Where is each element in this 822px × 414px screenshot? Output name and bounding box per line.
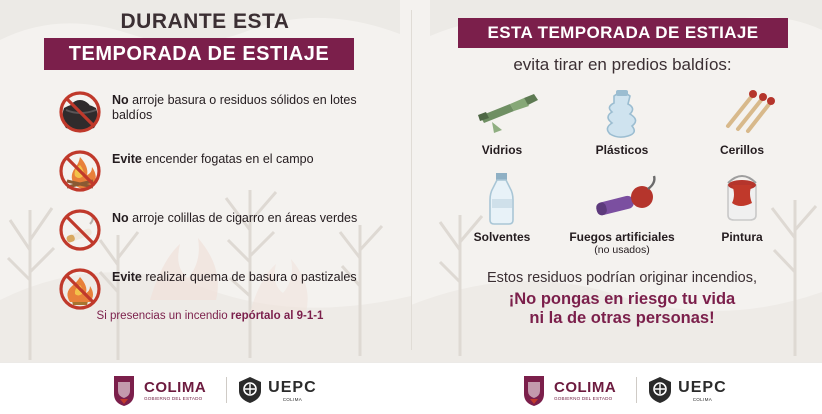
agency-subtitle: COLIMA [282,396,303,402]
cigarette-prohibited-icon [50,206,112,252]
left-title-band-label: TEMPORADA DE ESTIAJE [68,42,330,65]
list-item-label-main: Fuegos artificiales [569,230,675,244]
burning-trash-prohibited-icon [50,265,112,311]
panel-divider [411,10,412,350]
list-item-rest: arroje basura o residuos sólidos en lotes baldíos [112,93,357,122]
list-item-label: Pintura [721,230,763,244]
list-item-label: Cerillos [719,143,764,157]
list-item-strong: Evite [112,270,142,284]
list-item [50,265,370,311]
state-wordmark [554,379,616,401]
agency-wordmark [647,376,726,404]
list-item-text [112,147,314,167]
list-item-label: Solventes [473,230,531,244]
logo-divider [636,377,637,403]
closing-line-3: ni la de otras personas! [529,309,715,327]
list-item [442,82,562,157]
list-item [682,82,802,157]
emergency-note [70,310,350,322]
list-item-rest: encender fogatas en el campo [141,152,314,166]
closing-line-1: Estos residuos podrían originar incendios, [486,270,757,286]
list-item-text [112,88,370,123]
list-item [50,206,370,252]
agency-subtitle: COLIMA [692,396,713,402]
campfire-prohibited-icon [50,147,112,193]
list-item [682,169,802,257]
state-name: COLIMA [144,379,207,396]
left-title-line1: DURANTE ESTA [120,10,290,33]
colima-coat-of-arms-icon [520,373,548,407]
fireworks-icon [562,169,682,227]
agency-wordmark [237,376,316,404]
list-item-text [112,206,357,226]
matches-icon [682,82,802,140]
emergency-note-strong: repórtalo al 9-1-1 [230,310,324,322]
trash-bag-prohibited-icon [50,88,112,134]
waste-items-grid [442,82,804,257]
list-item [562,82,682,157]
state-name: COLIMA [554,379,617,396]
uepc-shield-icon [647,376,673,404]
waste-items-row [442,82,804,157]
recommendations-list [50,88,370,324]
list-item [562,169,682,257]
list-item [50,88,370,134]
right-title-band [458,18,788,48]
list-item-label [562,231,682,257]
agency-name: UEPC [678,378,727,396]
list-item-rest: arroje colillas de cigarro en áreas verdes [128,211,358,225]
uepc-shield-icon [237,376,263,404]
agency-name: UEPC [268,378,317,396]
broken-glass-bottle-icon [442,82,562,140]
footer-logo-group-left [110,371,317,409]
closing-message [432,270,812,328]
right-title-band-label: ESTA TEMPORADA DE ESTIAJE [487,23,759,42]
list-item-rest: realizar quema de basura o pastizales [141,270,357,284]
waste-items-row [442,169,804,257]
right-panel [420,0,822,370]
left-panel [0,0,411,370]
list-item-label-sub: (no usados) [594,244,650,256]
logo-divider [226,377,227,403]
right-subtitle: evita tirar en predios baldíos: [513,55,732,74]
footer-bar [0,362,822,414]
paint-can-icon [682,169,802,227]
solvent-bottle-icon [442,169,562,227]
state-wordmark [144,379,206,401]
list-item-strong: No [112,93,129,107]
list-item [442,169,562,257]
closing-line-2: ¡No pongas en riesgo tu vida [508,290,736,308]
footer-logo-group-right [520,371,727,409]
list-item-label: Plásticos [595,143,649,157]
state-subtitle: GOBIERNO DEL ESTADO [554,396,613,401]
list-item-strong: No [112,211,129,225]
list-item-text [112,265,357,285]
colima-coat-of-arms-icon [110,373,138,407]
left-title-band [44,38,354,70]
list-item-strong: Evite [112,152,142,166]
plastic-bottle-crushed-icon [562,82,682,140]
emergency-note-plain: Si presencias un incendio [96,310,231,322]
state-subtitle: GOBIERNO DEL ESTADO [144,396,203,401]
list-item-label: Vidrios [481,143,523,157]
list-item [50,147,370,193]
